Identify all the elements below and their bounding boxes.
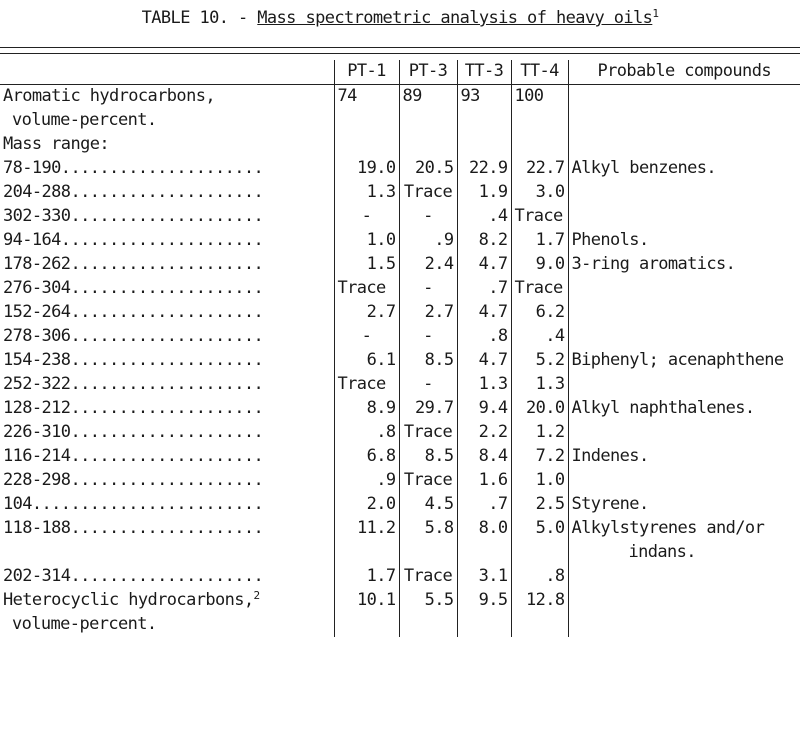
cell-pt3: Trace bbox=[399, 565, 457, 589]
cell-tt3 bbox=[457, 541, 511, 565]
top-rule bbox=[0, 47, 800, 48]
row-label bbox=[0, 277, 334, 301]
row-label-text: 226-310.................... bbox=[3, 422, 264, 442]
cell-tt3: 4.7 bbox=[457, 349, 511, 373]
cell-probable-compounds: Biphenyl; acenaphthene bbox=[568, 349, 800, 373]
cell-pt3: - bbox=[399, 277, 457, 301]
row-label bbox=[0, 493, 334, 517]
column-header-tt4: TT-4 bbox=[511, 60, 568, 85]
title-footnote-marker: 1 bbox=[652, 7, 659, 20]
cell-tt4: 1.7 bbox=[511, 229, 568, 253]
cell-tt4 bbox=[511, 613, 568, 637]
table-body bbox=[0, 85, 800, 638]
data-table bbox=[0, 60, 800, 637]
table-row bbox=[0, 541, 800, 565]
cell-probable-compounds bbox=[568, 373, 800, 397]
cell-tt3: .8 bbox=[457, 325, 511, 349]
cell-tt3: 1.9 bbox=[457, 181, 511, 205]
cell-probable-compounds bbox=[568, 277, 800, 301]
cell-pt3: 89 bbox=[399, 85, 457, 110]
row-label bbox=[0, 373, 334, 397]
cell-pt3: 29.7 bbox=[399, 397, 457, 421]
table-row bbox=[0, 589, 800, 613]
row-label-text: 302-330.................... bbox=[3, 206, 264, 226]
row-label-text: Aromatic hydrocarbons, bbox=[3, 86, 215, 106]
cell-probable-compounds bbox=[568, 421, 800, 445]
cell-probable-compounds: 3-ring aromatics. bbox=[568, 253, 800, 277]
cell-tt4: 7.2 bbox=[511, 445, 568, 469]
cell-tt3: .7 bbox=[457, 277, 511, 301]
cell-tt4: 5.2 bbox=[511, 349, 568, 373]
cell-pt3: 2.7 bbox=[399, 301, 457, 325]
table-row bbox=[0, 253, 800, 277]
cell-tt3: 2.2 bbox=[457, 421, 511, 445]
cell-pt1: 1.0 bbox=[334, 229, 399, 253]
header-label-cell bbox=[0, 60, 334, 85]
cell-tt4: .4 bbox=[511, 325, 568, 349]
table-row bbox=[0, 205, 800, 229]
row-label bbox=[0, 469, 334, 493]
table-row bbox=[0, 421, 800, 445]
cell-pt1: 10.1 bbox=[334, 589, 399, 613]
cell-pt1: Trace bbox=[334, 277, 399, 301]
cell-tt4: 2.5 bbox=[511, 493, 568, 517]
cell-pt3: Trace bbox=[399, 469, 457, 493]
row-label-text: 204-288.................... bbox=[3, 182, 264, 202]
cell-pt3: Trace bbox=[399, 421, 457, 445]
row-label-text: 202-314.................... bbox=[3, 566, 264, 586]
cell-tt3: 9.4 bbox=[457, 397, 511, 421]
cell-tt3: 4.7 bbox=[457, 253, 511, 277]
cell-pt3: 8.5 bbox=[399, 445, 457, 469]
table-row bbox=[0, 493, 800, 517]
table-row bbox=[0, 181, 800, 205]
row-label bbox=[0, 109, 334, 133]
cell-probable-compounds bbox=[568, 85, 800, 110]
row-label-text: 116-214.................... bbox=[3, 446, 264, 466]
cell-probable-compounds bbox=[568, 565, 800, 589]
cell-tt3: 1.6 bbox=[457, 469, 511, 493]
table-row bbox=[0, 613, 800, 637]
cell-probable-compounds: Styrene. bbox=[568, 493, 800, 517]
cell-pt3 bbox=[399, 109, 457, 133]
cell-pt3: 5.5 bbox=[399, 589, 457, 613]
cell-tt3: 22.9 bbox=[457, 157, 511, 181]
cell-pt1 bbox=[334, 541, 399, 565]
cell-pt3: - bbox=[399, 373, 457, 397]
cell-tt3: .4 bbox=[457, 205, 511, 229]
column-header-pt1: PT-1 bbox=[334, 60, 399, 85]
cell-tt4: 22.7 bbox=[511, 157, 568, 181]
cell-pt1 bbox=[334, 133, 399, 157]
table-row bbox=[0, 85, 800, 110]
cell-probable-compounds bbox=[568, 325, 800, 349]
row-label-text: 104........................ bbox=[3, 494, 264, 514]
cell-tt3 bbox=[457, 133, 511, 157]
cell-pt3 bbox=[399, 133, 457, 157]
table-row bbox=[0, 277, 800, 301]
cell-probable-compounds: indans. bbox=[568, 541, 800, 565]
cell-tt4: 1.0 bbox=[511, 469, 568, 493]
table-row bbox=[0, 517, 800, 541]
cell-tt4: 5.0 bbox=[511, 517, 568, 541]
cell-pt3: 4.5 bbox=[399, 493, 457, 517]
cell-probable-compounds bbox=[568, 469, 800, 493]
cell-tt3: 4.7 bbox=[457, 301, 511, 325]
cell-pt3 bbox=[399, 613, 457, 637]
cell-tt4: 20.0 bbox=[511, 397, 568, 421]
row-label-text: 228-298.................... bbox=[3, 470, 264, 490]
row-label bbox=[0, 205, 334, 229]
cell-probable-compounds: Phenols. bbox=[568, 229, 800, 253]
cell-tt4: 3.0 bbox=[511, 181, 568, 205]
table-row bbox=[0, 229, 800, 253]
cell-tt4: 1.2 bbox=[511, 421, 568, 445]
row-label bbox=[0, 301, 334, 325]
cell-pt1: 1.5 bbox=[334, 253, 399, 277]
row-label-text: 178-262.................... bbox=[3, 254, 264, 274]
cell-tt4 bbox=[511, 109, 568, 133]
cell-pt1: Trace bbox=[334, 373, 399, 397]
row-label bbox=[0, 421, 334, 445]
cell-probable-compounds bbox=[568, 205, 800, 229]
table-row bbox=[0, 301, 800, 325]
cell-tt4: 100 bbox=[511, 85, 568, 110]
row-label bbox=[0, 229, 334, 253]
cell-tt3: 1.3 bbox=[457, 373, 511, 397]
row-label-text: 118-188.................... bbox=[3, 518, 264, 538]
table-row bbox=[0, 109, 800, 133]
cell-probable-compounds bbox=[568, 109, 800, 133]
cell-pt1: 2.0 bbox=[334, 493, 399, 517]
cell-tt4: Trace bbox=[511, 277, 568, 301]
header-row bbox=[0, 60, 800, 85]
cell-tt3: 8.4 bbox=[457, 445, 511, 469]
row-label bbox=[0, 589, 334, 613]
cell-probable-compounds: Alkyl benzenes. bbox=[568, 157, 800, 181]
table-row bbox=[0, 157, 800, 181]
row-label-text: 278-306.................... bbox=[3, 326, 264, 346]
cell-tt4 bbox=[511, 541, 568, 565]
row-label-text: 94-164..................... bbox=[3, 230, 264, 250]
table-row bbox=[0, 349, 800, 373]
cell-pt1 bbox=[334, 109, 399, 133]
cell-pt1: 11.2 bbox=[334, 517, 399, 541]
row-label bbox=[0, 349, 334, 373]
column-header-tt3: TT-3 bbox=[457, 60, 511, 85]
cell-pt3: 2.4 bbox=[399, 253, 457, 277]
cell-tt3 bbox=[457, 109, 511, 133]
row-label-text: volume-percent. bbox=[12, 110, 157, 130]
row-label bbox=[0, 565, 334, 589]
row-label-text: 252-322.................... bbox=[3, 374, 264, 394]
row-label bbox=[0, 85, 334, 110]
cell-pt1: 1.7 bbox=[334, 565, 399, 589]
row-label-text: 154-238.................... bbox=[3, 350, 264, 370]
cell-pt3: - bbox=[399, 205, 457, 229]
cell-tt4: 9.0 bbox=[511, 253, 568, 277]
cell-probable-compounds bbox=[568, 301, 800, 325]
row-label-text: 78-190..................... bbox=[3, 158, 264, 178]
cell-tt3: 9.5 bbox=[457, 589, 511, 613]
cell-pt3: 20.5 bbox=[399, 157, 457, 181]
cell-probable-compounds: Alkylstyrenes and/or bbox=[568, 517, 800, 541]
cell-probable-compounds: Indenes. bbox=[568, 445, 800, 469]
cell-pt1: - bbox=[334, 205, 399, 229]
header-rule bbox=[0, 53, 800, 54]
cell-tt3 bbox=[457, 613, 511, 637]
row-label bbox=[0, 517, 334, 541]
row-label bbox=[0, 613, 334, 637]
cell-tt3: 8.2 bbox=[457, 229, 511, 253]
cell-pt3 bbox=[399, 541, 457, 565]
cell-pt1: 19.0 bbox=[334, 157, 399, 181]
row-label-text: 128-212.................... bbox=[3, 398, 264, 418]
cell-pt3: 8.5 bbox=[399, 349, 457, 373]
row-label bbox=[0, 325, 334, 349]
cell-pt1: .8 bbox=[334, 421, 399, 445]
row-label-text: volume-percent. bbox=[12, 614, 157, 634]
table-row bbox=[0, 445, 800, 469]
row-label-text: Mass range: bbox=[3, 134, 109, 154]
cell-probable-compounds: Alkyl naphthalenes. bbox=[568, 397, 800, 421]
cell-pt1: 2.7 bbox=[334, 301, 399, 325]
cell-tt3: 3.1 bbox=[457, 565, 511, 589]
cell-pt1 bbox=[334, 613, 399, 637]
cell-tt4: 6.2 bbox=[511, 301, 568, 325]
table-caption: Mass spectrometric analysis of heavy oils bbox=[257, 8, 653, 28]
cell-probable-compounds bbox=[568, 181, 800, 205]
cell-pt1: 8.9 bbox=[334, 397, 399, 421]
table-number: TABLE 10. - bbox=[141, 8, 248, 28]
cell-pt1: 74 bbox=[334, 85, 399, 110]
label-footnote-marker: 2 bbox=[253, 589, 260, 602]
cell-tt4: 1.3 bbox=[511, 373, 568, 397]
table-row bbox=[0, 325, 800, 349]
cell-tt4: 12.8 bbox=[511, 589, 568, 613]
column-header-compounds: Probable compounds bbox=[568, 60, 800, 85]
cell-pt3: Trace bbox=[399, 181, 457, 205]
cell-probable-compounds bbox=[568, 613, 800, 637]
row-label-text: 276-304.................... bbox=[3, 278, 264, 298]
cell-pt3: 5.8 bbox=[399, 517, 457, 541]
cell-tt4: .8 bbox=[511, 565, 568, 589]
cell-tt3: .7 bbox=[457, 493, 511, 517]
cell-probable-compounds bbox=[568, 589, 800, 613]
cell-pt1: 1.3 bbox=[334, 181, 399, 205]
cell-pt3: .9 bbox=[399, 229, 457, 253]
row-label bbox=[0, 133, 334, 157]
row-label bbox=[0, 445, 334, 469]
row-label bbox=[0, 181, 334, 205]
table-row bbox=[0, 133, 800, 157]
cell-tt4: Trace bbox=[511, 205, 568, 229]
row-label bbox=[0, 541, 334, 565]
column-header-pt3: PT-3 bbox=[399, 60, 457, 85]
table-title bbox=[0, 8, 800, 28]
table-row bbox=[0, 469, 800, 493]
row-label-text: 152-264.................... bbox=[3, 302, 264, 322]
cell-tt4 bbox=[511, 133, 568, 157]
row-label-text: Heterocyclic hydrocarbons, bbox=[3, 590, 254, 610]
cell-probable-compounds bbox=[568, 133, 800, 157]
table-row bbox=[0, 397, 800, 421]
cell-tt3: 8.0 bbox=[457, 517, 511, 541]
cell-tt3: 93 bbox=[457, 85, 511, 110]
cell-pt1: 6.8 bbox=[334, 445, 399, 469]
row-label bbox=[0, 253, 334, 277]
row-label bbox=[0, 397, 334, 421]
cell-pt1: - bbox=[334, 325, 399, 349]
cell-pt1: 6.1 bbox=[334, 349, 399, 373]
cell-pt3: - bbox=[399, 325, 457, 349]
table-row bbox=[0, 565, 800, 589]
cell-pt1: .9 bbox=[334, 469, 399, 493]
table-row bbox=[0, 373, 800, 397]
row-label bbox=[0, 157, 334, 181]
